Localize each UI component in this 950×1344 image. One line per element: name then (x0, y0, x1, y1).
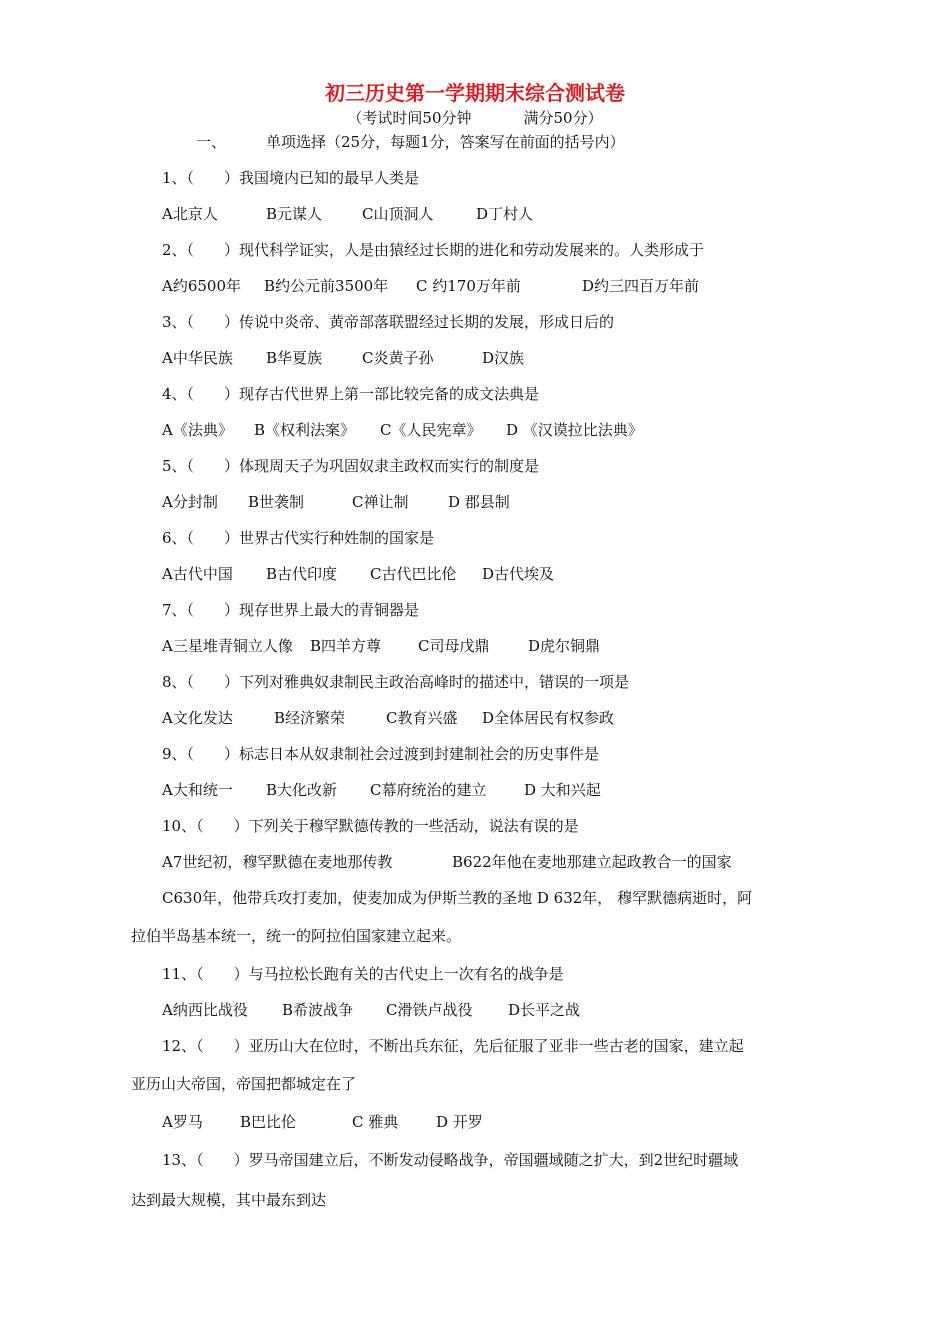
option: A三星堆青铜立人像 (162, 637, 293, 655)
option: A约6500年 (162, 277, 242, 295)
question-stem: 8、（ ）下列对雅典奴隶制民主政治高峰时的描述中，错误的一项是 (162, 673, 630, 691)
question-options (162, 204, 533, 224)
section-text: 单项选择（25分，每题1分，答案写在前面的括号内） (266, 133, 625, 151)
option: B元谋人 (266, 205, 323, 223)
option: B约公元前3500年 (264, 277, 389, 295)
exam-title: 初三历史第一学期期末综合测试卷 (325, 81, 625, 105)
option: D 大和兴起 (524, 781, 601, 799)
section-heading (196, 132, 625, 152)
option: A古代中国 (162, 565, 233, 583)
option: A大和统一 (162, 781, 233, 799)
question-stem: 9、（ ）标志日本从奴隶制社会过渡到封建制社会的历史事件是 (162, 745, 600, 763)
option: A《法典》 (162, 421, 233, 439)
option: A罗马 (162, 1113, 203, 1131)
option: C炎黄子孙 (362, 349, 434, 367)
question-options (162, 348, 524, 368)
option: B巴比伦 (240, 1113, 297, 1131)
option: C古代巴比伦 (370, 565, 457, 583)
option: B四羊方尊 (310, 637, 382, 655)
exam-subtitle (0, 108, 950, 128)
question-stem: 5、（ ）体现周天子为巩固奴隶主政权而实行的制度是 (162, 457, 540, 475)
option: A中华民族 (162, 349, 233, 367)
question-options (162, 636, 600, 656)
question-continuation: C630年，他带兵攻打麦加，使麦加成为伊斯兰教的圣地 D 632年， 穆罕默德病逝时，阿 (162, 889, 753, 907)
section-number: 一、 (196, 133, 227, 151)
option: B希波战争 (282, 1001, 354, 1019)
question-options (162, 852, 732, 872)
option: C禅让制 (352, 493, 409, 511)
option: D汉族 (482, 349, 525, 367)
option: A北京人 (162, 205, 218, 223)
option: B世袭制 (248, 493, 305, 511)
option: B华夏族 (266, 349, 323, 367)
option: B622年他在麦地那建立起政教合一的国家 (452, 853, 732, 871)
option: B古代印度 (266, 565, 338, 583)
question-stem: 2、（ ）现代科学证实，人是由猿经过长期的进化和劳动发展来的。人类形成于 (162, 241, 705, 259)
option: D全体居民有权参政 (482, 709, 615, 727)
option: A纳西比战役 (162, 1001, 248, 1019)
option: B《权利法案》 (254, 421, 356, 439)
option: D长平之战 (508, 1001, 581, 1019)
question-options (162, 708, 614, 728)
option: D丁村人 (476, 205, 534, 223)
option: B经济繁荣 (274, 709, 346, 727)
option: D 郡县制 (448, 493, 510, 511)
question-stem: 13、（ ）罗马帝国建立后，不断发动侵略战争，帝国疆域随之扩大，到2世纪时疆域 (162, 1151, 739, 1169)
option: B大化改新 (266, 781, 338, 799)
option: C《人民宪章》 (380, 421, 482, 439)
question-options (162, 492, 510, 512)
question-options (162, 564, 554, 584)
question-stem: 11、（ ）与马拉松长跑有关的古代史上一次有名的战争是 (162, 965, 564, 983)
option: D虎尔铜鼎 (528, 637, 601, 655)
question-options (162, 420, 643, 440)
option: C幕府统治的建立 (370, 781, 487, 799)
option: A分封制 (162, 493, 218, 511)
question-stem: 4、（ ）现存古代世界上第一部比较完备的成文法典是 (162, 385, 540, 403)
option: D约三四百万年前 (582, 277, 700, 295)
question-options (162, 780, 601, 800)
option: C 约170万年前 (416, 277, 521, 295)
question-stem: 3、（ ）传说中炎帝、黄帝部落联盟经过长期的发展，形成日后的 (162, 313, 615, 331)
question-stem: 6、（ ）世界古代实行种姓制的国家是 (162, 529, 435, 547)
question-stem-continuation: 达到最大规模，其中最东到达 (131, 1191, 327, 1209)
option: C滑铁卢战役 (386, 1001, 473, 1019)
option: C教育兴盛 (386, 709, 458, 727)
option: D 《汉谟拉比法典》 (506, 421, 643, 439)
question-stem: 1、（ ）我国境内已知的最早人类是 (162, 169, 420, 187)
exam-time: （考试时间50分钟 (347, 109, 472, 127)
option: C司母戊鼎 (418, 637, 490, 655)
exam-score: 满分50分） (523, 109, 603, 127)
question-stem: 12、（ ）亚历山大在位时，不断出兵东征，先后征服了亚非一些古老的国家，建立起 (162, 1037, 744, 1055)
question-stem: 7、（ ）现存世界上最大的青铜器是 (162, 601, 420, 619)
question-continuation: 拉伯半岛基本统一，统一的阿拉伯国家建立起来。 (131, 927, 462, 945)
option: D 开罗 (436, 1113, 483, 1131)
question-options (162, 276, 699, 296)
option: A7世纪初，穆罕默德在麦地那传教 (162, 853, 393, 871)
option: C 雅典 (352, 1113, 399, 1131)
option: A文化发达 (162, 709, 233, 727)
question-options (162, 1112, 483, 1132)
question-stem: 10、（ ）下列关于穆罕默德传教的一些活动，说法有误的是 (162, 817, 579, 835)
question-options (162, 1000, 580, 1020)
option: D古代埃及 (482, 565, 555, 583)
option: C山顶洞人 (362, 205, 434, 223)
question-stem-continuation: 亚历山大帝国，帝国把都城定在了 (131, 1075, 357, 1093)
